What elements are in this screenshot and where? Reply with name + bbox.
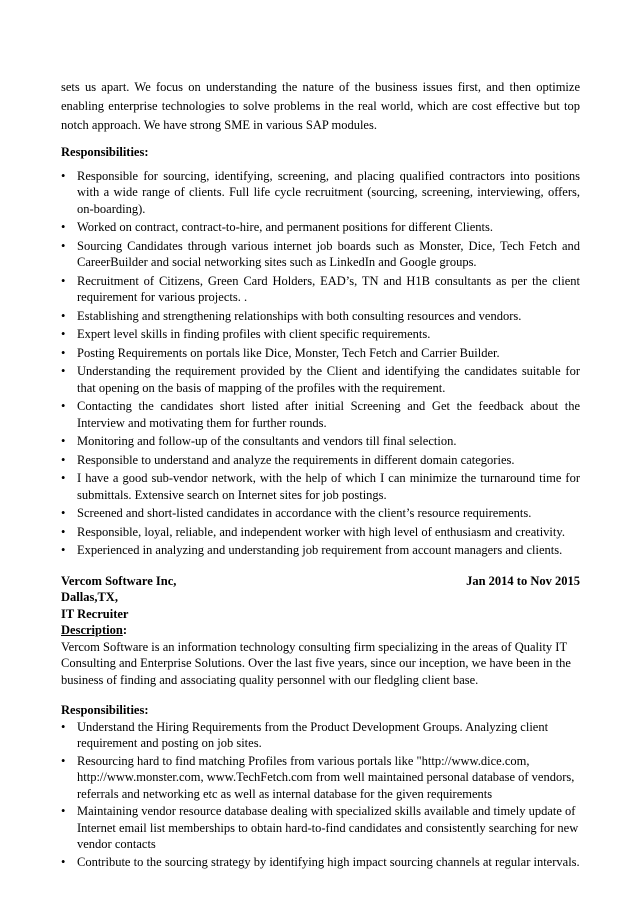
company-description: Vercom Software is an information technology consulting firm specializing in the areas of Quality IT Consulting and Enterprise Solutions. Over the last five years, since our inception, we have been in the business of finding and associating quality personnel with our fledgling client base. (61, 639, 571, 687)
bullet-icon: • (61, 452, 66, 467)
list-item (61, 803, 580, 853)
list-item (61, 345, 580, 362)
description-colon: : (122, 623, 127, 637)
bullet-icon: • (61, 753, 66, 768)
job-header (61, 573, 580, 590)
bullet-icon: • (61, 434, 66, 448)
list-item (61, 238, 580, 271)
list-item (61, 168, 580, 218)
bullet-icon: • (61, 471, 66, 485)
company-intro-paragraph: sets us apart. We focus on understanding the nature of the business issues first, and then optimize enabling enterprise technologies to solve problems in the real world, which are cost effective but top notch approach. We have strong SME in various SAP modules. (61, 80, 580, 132)
bullet-icon: • (61, 854, 66, 869)
list-item-text: Screened and short-listed candidates in accordance with the client’s resource requirements. (77, 506, 532, 520)
company-name: Vercom Software Inc, (61, 573, 177, 588)
list-item (61, 542, 580, 559)
bullet-icon: • (61, 168, 66, 183)
list-item (61, 273, 580, 306)
job-title: IT Recruiter (61, 606, 129, 621)
description-label: Description (61, 623, 123, 637)
list-item-text: Worked on contract, contract-to-hire, and permanent positions for different Clients. (77, 220, 493, 234)
list-item-text: Contacting the candidates short listed after initial Screening and Get the feedback about the Interview and motivating them for further rounds. (77, 399, 580, 430)
list-item (61, 719, 580, 752)
bullet-icon: • (61, 543, 66, 557)
list-item (61, 308, 580, 325)
list-item-text: I have a good sub-vendor network, with the help of which I can minimize the turnaround time for submittals. Extensive search on Internet sites for job postings. (77, 471, 580, 502)
list-item-text: Monitoring and follow-up of the consultants and vendors till final selection. (77, 434, 457, 448)
responsibilities-list (61, 168, 580, 559)
bullet-icon: • (61, 399, 66, 413)
list-item (61, 452, 580, 469)
bullet-icon: • (61, 327, 66, 341)
list-item-text: Resourcing hard to find matching Profiles from various portals like "http://www.dice.com, http://www.monster.com, www.TechFetch.com from well maintained personal database of vendors, referrals and networking etc as well as internal database for the given requirements (77, 753, 575, 801)
list-item (61, 505, 580, 522)
list-item (61, 753, 580, 803)
list-item-text: Experienced in analyzing and understanding job requirement from account managers and clients. (77, 543, 563, 557)
list-item-text: Responsible for sourcing, identifying, screening, and placing qualified contractors into positions with a wide range of clients. Full life cycle recruitment (sourcing, screening, interviewing, offers, on-boarding). (77, 168, 580, 216)
list-item-text: Understanding the requirement provided by the Client and identifying the candidates suitable for that opening on the basis of mapping of the profiles with the requirement. (77, 364, 580, 395)
responsibilities-heading-2: Responsibilities: (61, 703, 149, 717)
bullet-icon: • (61, 273, 66, 288)
list-item (61, 219, 580, 236)
description-heading (61, 622, 580, 639)
list-item-text: Responsible, loyal, reliable, and independent worker with high level of enthusiasm and creativity. (77, 524, 565, 539)
bullet-icon: • (61, 506, 66, 520)
job-location: Dallas,TX, (61, 590, 118, 604)
bullet-icon: • (61, 364, 66, 378)
list-item (61, 326, 580, 343)
bullet-icon: • (61, 804, 66, 818)
list-item (61, 854, 580, 871)
list-item-text: Maintaining vendor resource database dealing with specialized skills available and timely update of Internet email list memberships to obtain hard-to-find candidates and consistently searching for new vendor contacts (77, 804, 579, 851)
bullet-icon: • (61, 238, 66, 253)
list-item-text: Responsible to understand and analyze the requirements in different domain categories. (77, 452, 515, 467)
list-item-text: Contribute to the sourcing strategy by identifying high impact sourcing channels at regular intervals. (77, 854, 580, 869)
employment-dates: Jan 2014 to Nov 2015 (466, 573, 580, 588)
bullet-icon: • (61, 719, 66, 734)
list-item (61, 470, 580, 503)
list-item-text: Expert level skills in finding profiles with client specific requirements. (77, 327, 431, 341)
list-item-text: Recruitment of Citizens, Green Card Holders, EAD’s, TN and H1B consultants as per the client requirement for various projects. . (77, 273, 580, 304)
list-item (61, 363, 580, 396)
bullet-icon: • (61, 308, 66, 323)
bullet-icon: • (61, 220, 66, 234)
bullet-icon: • (61, 524, 66, 539)
responsibilities-list-2 (61, 719, 580, 871)
list-item-text: Understand the Hiring Requirements from the Product Development Groups. Analyzing client requirement and posting on job sites. (77, 719, 549, 750)
list-item-text: Establishing and strengthening relationships with both consulting resources and vendors. (77, 308, 522, 323)
bullet-icon: • (61, 345, 66, 360)
list-item (61, 524, 580, 541)
list-item-text: Sourcing Candidates through various internet job boards such as Monster, Dice, Tech Fetch and CareerBuilder and social networking sites such as LinkedIn and Google groups. (77, 238, 580, 269)
list-item (61, 398, 580, 431)
list-item (61, 433, 580, 450)
responsibilities-heading: Responsibilities: (61, 145, 149, 159)
list-item-text: Posting Requirements on portals like Dice, Monster, Tech Fetch and Carrier Builder. (77, 345, 500, 360)
